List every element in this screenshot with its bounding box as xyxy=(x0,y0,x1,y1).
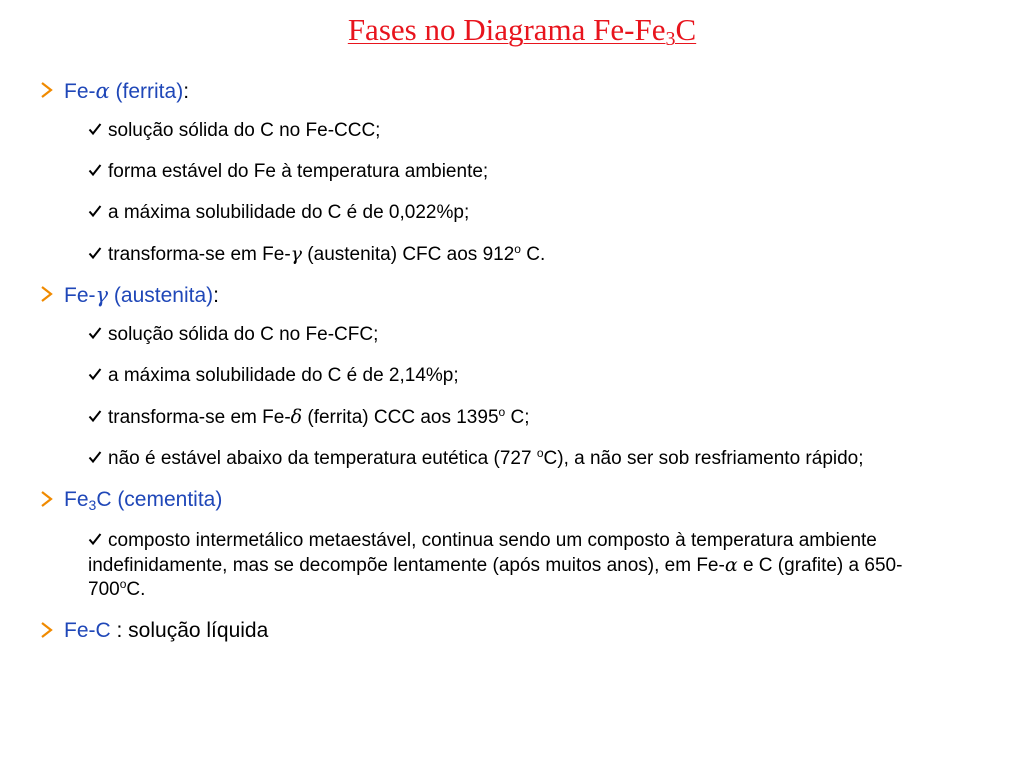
title-subscript: 3 xyxy=(665,28,676,50)
list-item: a máxima solubilidade do C é de 0,022%p; xyxy=(40,201,1000,225)
title-text: Fases no Diagrama Fe-Fe xyxy=(347,12,666,47)
list-item: solução sólida do C no Fe-CFC; xyxy=(40,323,1000,347)
checkmark-icon xyxy=(88,367,102,381)
arrow-bullet-icon xyxy=(40,621,54,639)
checkmark-icon xyxy=(88,204,102,218)
list-item: forma estável do Fe à temperatura ambiente; xyxy=(40,160,1000,184)
heading-cementita xyxy=(40,487,1000,513)
list-item: não é estável abaixo da temperatura eutética (727 $^o$C), a não ser sob resfriamento rápido; xyxy=(40,447,1000,471)
heading-austenita-label: Fe-γ (austenita) xyxy=(64,283,214,307)
checkmark-icon xyxy=(88,163,102,177)
checkmark-icon xyxy=(88,326,102,340)
heading-liquido-label: Fe-C xyxy=(64,619,111,642)
heading-liquido xyxy=(40,618,1000,644)
list-item: transforma-se em Fe-γ (austenita) CFC aos 912$^o$ C. xyxy=(40,242,1000,267)
list-item: composto intermetálico metaestável, continua sendo um composto à temperatura ambiente indefinidamente, mas se decompõe lentamente (após muitos anos), em Fe-α e C (grafite) a 650-700$^o$C. xyxy=(88,530,903,600)
list-item: transforma-se em Fe-δ (ferrita) CCC aos 1395$^o$ C; xyxy=(40,405,1000,430)
checkmark-icon xyxy=(88,532,102,546)
slide-title xyxy=(0,4,1024,56)
heading-ferrita-label: Fe-α (ferrita) xyxy=(64,79,184,103)
heading-austenita-colon: : xyxy=(213,284,219,307)
title-suffix: C xyxy=(675,12,697,47)
heading-ferrita-colon: : xyxy=(183,80,190,103)
arrow-bullet-icon xyxy=(40,81,54,99)
heading-liquido-text: : solução líquida xyxy=(110,619,269,642)
checkmark-icon xyxy=(88,122,102,136)
checkmark-icon xyxy=(88,409,102,423)
arrow-bullet-icon xyxy=(40,285,54,303)
heading-ferrita xyxy=(40,78,1000,105)
arrow-bullet-icon xyxy=(40,490,54,508)
heading-austenita xyxy=(40,282,1000,309)
list-item: a máxima solubilidade do C é de 2,14%p; xyxy=(40,364,1000,388)
list-item: solução sólida do C no Fe-CCC; xyxy=(40,119,1000,143)
heading-cementita-label: $Fe_3C$ (cementita) xyxy=(64,488,223,513)
checkmark-icon xyxy=(88,246,102,260)
slide-content xyxy=(40,78,1000,644)
checkmark-icon xyxy=(88,450,102,464)
